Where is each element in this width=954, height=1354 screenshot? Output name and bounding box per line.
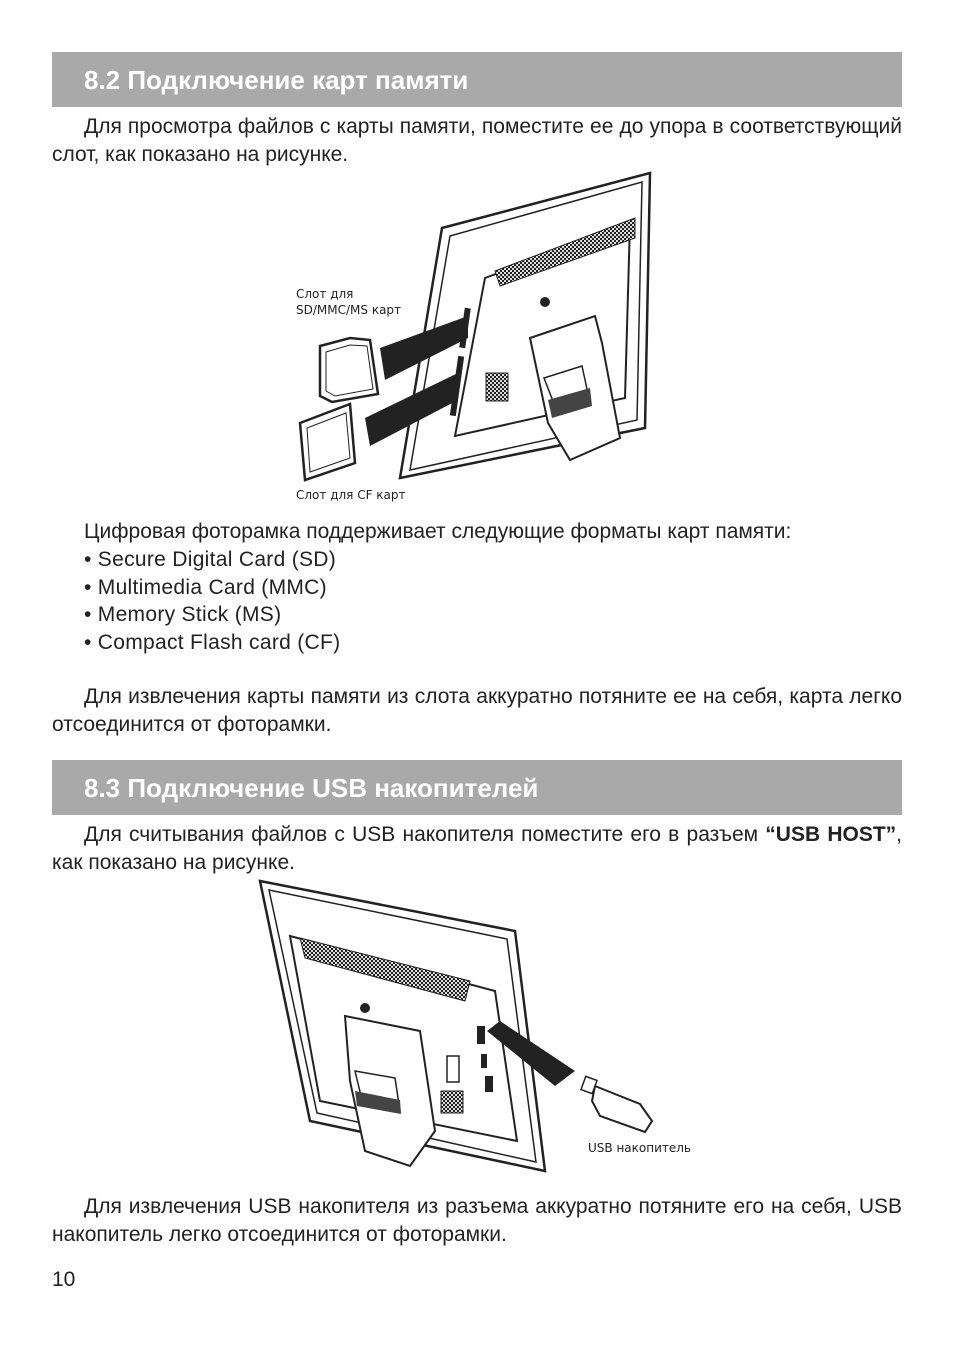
usb-intro-end: , как показано на рисунке. xyxy=(52,823,902,874)
list-item: • Compact Flash card (CF) xyxy=(84,630,341,654)
section-header-8-3 xyxy=(52,760,902,815)
cf-card-drawing xyxy=(300,404,355,480)
usb-host-label: “USB HOST” xyxy=(765,823,897,846)
photo-frame-drawing xyxy=(365,173,650,478)
sd-slot-label-line1: Слот для xyxy=(296,287,354,301)
memory-card-figure xyxy=(290,168,660,508)
intro-text: Для просмотра файлов с карты памяти, поместите ее до упора в соответствующий слот, как показано на рисунке. xyxy=(52,115,902,166)
section-title: 8.3 Подключение USB накопителей xyxy=(84,773,539,803)
sd-card-drawing xyxy=(320,338,378,402)
photo-frame-drawing xyxy=(260,881,575,1171)
cf-slot-label: Слот для CF карт xyxy=(296,488,406,502)
usb-stick-drawing xyxy=(581,1076,652,1132)
card-removal-text: Для извлечения карты памяти из слота аккуратно потяните ее на себя, карта легко отсоединится от фоторамки. xyxy=(52,685,902,736)
list-item: • Secure Digital Card (SD) xyxy=(84,548,337,571)
usb-figure xyxy=(255,876,705,1176)
formats-list xyxy=(84,546,340,656)
list-item: • Multimedia Card (MMC) xyxy=(84,575,327,599)
sd-slot-label-line2: SD/MMC/MS карт xyxy=(296,303,402,317)
page-number: 10 xyxy=(52,1268,76,1291)
usb-intro-paragraph xyxy=(52,821,902,876)
card-removal-paragraph xyxy=(52,683,902,738)
intro-paragraph xyxy=(52,113,902,168)
section-header-8-2 xyxy=(52,52,902,107)
usb-removal-text: Для извлечения USB накопителя из разъема аккуратно потяните его на себя, USB накопитель легко отсоединится от фоторамки. xyxy=(52,1195,902,1246)
usb-intro-start: Для считывания файлов с USB накопителя поместите его в разъем xyxy=(84,823,766,846)
usb-drive-label: USB накопитель xyxy=(588,1141,691,1155)
section-title: 8.2 Подключение карт памяти xyxy=(84,65,469,95)
formats-intro: Цифровая фоторамка поддерживает следующие форматы карт памяти: xyxy=(84,520,792,543)
list-item: • Memory Stick (MS) xyxy=(84,603,282,626)
usb-removal-paragraph xyxy=(52,1193,902,1248)
